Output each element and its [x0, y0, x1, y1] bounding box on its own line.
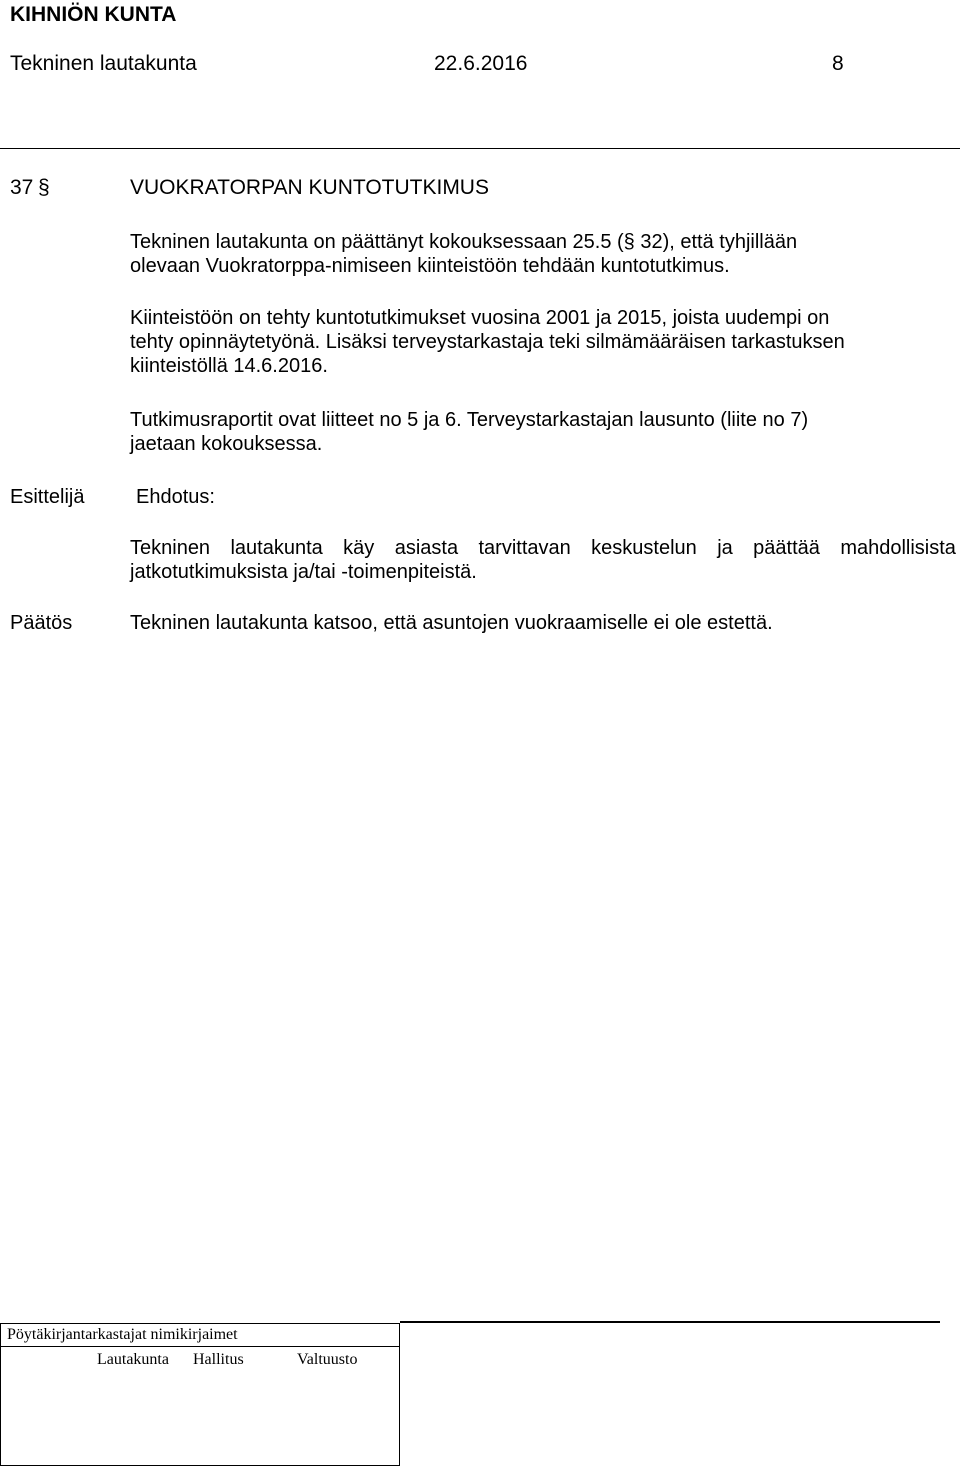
section-title: VUOKRATORPAN KUNTOTUTKIMUS — [130, 176, 489, 199]
text-line: olevaan Vuokratorppa-nimiseen kiinteistöön tehdään kuntotutkimus. — [130, 255, 730, 277]
proposal-line-justified — [130, 536, 956, 560]
text-line: Tekninen lautakunta on päättänyt kokouksessaan 25.5 (§ 32), että tyhjillään — [130, 231, 798, 253]
page-number: 8 — [832, 52, 844, 75]
signature-table-title: Pöytäkirjantarkastajat nimikirjaimet — [1, 1324, 400, 1347]
header-divider — [0, 148, 960, 149]
text-line: jaetaan kokouksessa. — [130, 433, 323, 455]
signature-column-hallitus: Hallitus — [193, 1351, 244, 1368]
section-symbol: § — [38, 176, 50, 199]
paragraph-background — [130, 230, 956, 278]
proposal-word: tarvittavan — [478, 537, 571, 559]
organization-name: KIHNIÖN KUNTA — [10, 3, 177, 26]
text-line: jatkotutkimuksista ja/tai -toimenpiteistä. — [130, 561, 477, 583]
text-line: tehty opinnäytetyönä. Lisäksi terveystarkastaja teki silmämääräisen tarkastuksen — [130, 331, 845, 353]
proposal-word: keskustelun — [591, 537, 697, 559]
decision-label: Päätös — [10, 612, 73, 634]
meeting-date: 22.6.2016 — [434, 52, 528, 75]
proposal-word: ja — [717, 537, 733, 559]
text-line: Tutkimusraportit ovat liitteet no 5 ja 6. Terveystarkastajan lausunto (liite no 7) — [130, 409, 809, 431]
signature-column-valtuusto: Valtuusto — [297, 1351, 358, 1368]
decision-text: Tekninen lautakunta katsoo, että asuntojen vuokraamiselle ei ole estettä. — [130, 612, 773, 634]
signature-column-lautakunta: Lautakunta — [97, 1351, 169, 1368]
proposal-heading: Ehdotus: — [136, 486, 215, 508]
signature-table — [0, 1323, 400, 1466]
proposal-word: mahdollisista — [840, 537, 956, 559]
text-line: kiinteistöllä 14.6.2016. — [130, 355, 328, 377]
proposal-word: päättää — [753, 537, 820, 559]
board-name: Tekninen lautakunta — [10, 52, 197, 75]
proposal-word: Tekninen — [130, 537, 211, 559]
proposal-word: käy — [343, 537, 375, 559]
presenter-label: Esittelijä — [10, 486, 85, 508]
proposal-text — [130, 536, 956, 584]
section-number: 37 — [10, 176, 34, 199]
signature-top-rule — [400, 1321, 940, 1323]
text-line: Kiinteistöön on tehty kuntotutkimukset vuosina 2001 ja 2015, joista uudempi on — [130, 307, 830, 329]
paragraph-inspections — [130, 306, 956, 378]
paragraph-attachments — [130, 408, 956, 456]
signature-columns — [1, 1347, 400, 1466]
proposal-word: asiasta — [394, 537, 459, 559]
proposal-word: lautakunta — [230, 537, 323, 559]
